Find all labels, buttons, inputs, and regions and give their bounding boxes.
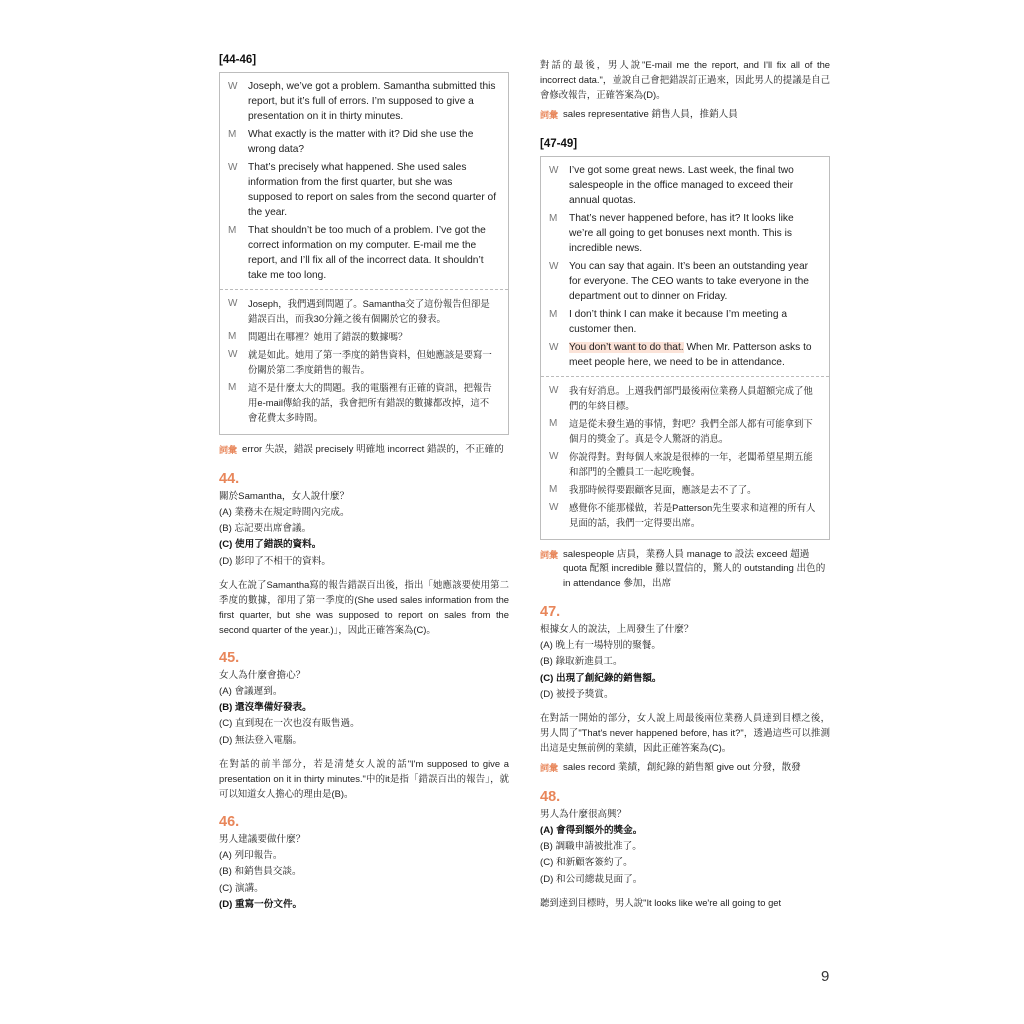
question-text: 關於Samantha，女人說什麼？ [219,490,350,502]
vocab-tag: 詞彙 [219,445,238,455]
dialog-line [549,163,819,208]
dialog-line-zh [228,296,498,326]
question-number: 46. [219,813,240,830]
utterance-zh: 就是如此。她用了第一季度的銷售資料，但她應該是要寫一份關於第二季度銷售的報告。 [248,349,492,375]
utterance-zh: 問題出在哪裡？她用了錯誤的數據嗎？ [248,331,408,342]
dialog-line [549,259,819,304]
speaker-label: W [228,298,238,309]
answer-option: (A) 業務未在規定時間內完成。 [219,506,350,518]
vocab-body: sales representative 銷售人員，推銷人員 [563,109,738,120]
speaker-label: M [228,331,237,342]
question-number: 44. [219,470,240,487]
utterance-rest: When Mr. Patterson asks to meet people here, we need to be in attendance. [569,341,812,368]
right-column [540,53,830,916]
speaker-label: M [228,382,237,393]
answer-option: (B) 忘記要出席會議。 [219,522,312,534]
dialog-line [549,307,819,337]
vocab-note [540,761,830,776]
answer-option: (B) 和銷售員交談。 [219,866,302,878]
dialog-line [549,211,819,256]
vocab-body: salespeople 店員，業務人員 manage to 設法 exceed 超過 quota 配額 incredible 難以置信的，驚人的 outstanding 出色的 in attendance 參加，出席 [563,548,826,589]
utterance-zh: 這不是什麼太大的問題。我的電腦裡有正確的資訊，把報告用e-mail傳給我的話，我會把所有錯誤的數據都改掉，這不會花費太多時間。 [248,382,492,423]
vocab-tag: 詞彙 [540,763,559,774]
question-text: 男人建議要做什麼？ [219,833,306,845]
set-label-44-46: [44-46] [219,54,257,66]
explanation: 在對話一開始的部分，女人說上周最後兩位業務人員達到目標之後，男人問了"That's never happened before, has it?"，透過這些可以推測出這是史無前例的業績，因此正確答案為(C)。 [540,712,830,754]
answer-option-correct: (C) 出現了創紀錄的銷售額。 [540,672,662,684]
utterance-zh: 你說得對。對每個人來說是很棒的一年，老闆希望星期五能和部門的全體員工一起吃晚餐。 [569,450,813,477]
utterance: What exactly is the matter with it? Did she use the wrong data? [248,129,474,155]
answer-option: (D) 和公司總裁見面了。 [540,873,643,885]
dialog-line-zh [228,329,498,344]
speaker-label: M [549,212,558,224]
dialog-line [228,160,498,220]
answer-option-correct: (C) 使用了錯誤的資料。 [219,539,322,551]
dashed-divider [220,289,508,290]
utterance: I’ve got some great news. Last week, the final two salespeople in the office managed to exceed their annual quotas. [569,164,794,206]
dialog-line-zh [549,482,819,497]
speaker-label: W [549,260,559,272]
utterance-zh: 我那時候得要跟顧客見面，應該是去不了了。 [569,483,757,495]
answer-option: (D) 影印了不相干的資料。 [219,555,331,567]
answer-option: (A) 列印報告。 [219,849,283,861]
explanation-q46: 對話的最後，男人說"E-mail me the report, and I'll fix all of the incorrect data."，並說自己會把錯誤訂正過來，因此男人的提議是自己會修改報告，正確答案為(D)。 [540,59,830,100]
answer-option: (D) 無法登入電腦。 [219,734,303,746]
dialog-line-zh [549,500,819,530]
answer-option: (B) 錄取新進員工。 [540,656,623,668]
vocab-note [540,548,830,592]
page-number: 9 [821,968,830,985]
dialog-line [228,127,498,157]
vocab-note [540,108,830,123]
utterance: Joseph, we’ve got a problem. Samantha submitted this report, but it’s full of errors. I’m supposed to give a presentation on it in thirty minutes. [248,81,496,122]
vocab-tag: 詞彙 [540,110,559,120]
speaker-label: W [549,450,559,462]
dialog-line [228,79,498,124]
vocab-tag: 詞彙 [540,549,559,560]
answer-option: (B) 調職申請被批准了。 [540,841,642,853]
speaker-label: M [549,308,558,320]
utterance: That’s never happened before, has it? It looks like we’re all going to get bonuses next month. This is incredible news. [569,212,794,254]
highlighted-phrase: You don’t want to do that. [569,341,684,353]
explanation: 在對話的前半部分，若是清楚女人說的話"I'm supposed to give a presentation on it in thirty minutes."中的it是指「錯誤百出的報告」，就可以知道女人擔心的理由是(B)。 [219,757,509,799]
dialog-box-44-46 [219,72,509,435]
utterance-zh: 我有好消息。上週我們部門最後兩位業務人員超額完成了他們的年終目標。 [569,384,813,411]
dashed-divider [541,376,829,377]
utterance: That’s precisely what happened. She used sales information from the first quarter, but she was supposed to report on sales from the second quarter of the year. [248,162,497,218]
dialog-line [549,340,819,370]
speaker-label: W [228,162,238,173]
explanation: 聽到達到目標時，男人說"It looks like we're all going to get [540,896,782,908]
answer-option: (D) 被授予獎賞。 [540,689,614,701]
vocab-body: sales record 業績，創紀錄的銷售額 give out 分發，散發 [563,762,801,774]
dialog-line-zh [549,416,819,446]
speaker-label: M [228,129,237,140]
question-number: 48. [540,788,561,805]
utterance-zh: 這是從未發生過的事情，對吧？我們全部人都有可能拿到下個月的獎金了。真是令人驚訝的消息。 [569,417,813,444]
dialog-line-zh [228,347,498,377]
speaker-label: W [228,349,238,360]
speaker-label: W [228,81,238,92]
question-number: 47. [540,604,561,620]
answer-option-correct: (B) 還沒準備好發表。 [219,702,312,714]
dialog-line-zh [549,383,819,413]
utterance-zh: Joseph，我們遇到問題了。Samantha交了這份報告但卻是錯誤百出，而我30分鐘之後有個關於它的發表。 [248,298,490,324]
answer-option-correct: (A) 會得到額外的獎金。 [540,824,643,836]
utterance: I don’t think I can make it because I’m meeting a customer then. [569,308,788,335]
utterance-zh: 感覺你不能那樣做，若是Patterson先生要求和這裡的所有人見面的話，我們一定得要出席。 [569,501,816,528]
answer-option-correct: (D) 重寫一份文件。 [219,899,303,911]
left-column [219,53,509,913]
question-text: 女人為什麼會擔心？ [219,669,306,681]
speaker-label: W [549,501,559,513]
speaker-label: W [549,164,559,176]
set-label-47-49: [47-49] [540,137,578,150]
speaker-label: W [549,341,559,353]
question-text: 根據女人的說法，上周發生了什麼？ [540,624,694,635]
dialog-line-zh [549,449,819,479]
answer-option: (A) 晚上有一場特別的聚餐。 [540,640,661,651]
dialog-line [228,223,498,283]
answer-option: (C) 和新顧客簽約了。 [540,857,633,869]
utterance: That shouldn’t be too much of a problem. I’ve got the correct information on my computer. E-mail me the report, and I’ll fix all of the incorrect data. It shouldn’t take me too long. [248,225,486,281]
answer-option: (C) 直到現在一次也沒有販售過。 [219,718,360,730]
vocab-note [219,443,509,458]
speaker-label: W [549,384,559,396]
question-text: 男人為什麼很高興？ [540,808,627,820]
answer-option: (C) 演講。 [219,882,264,894]
speaker-label: M [228,225,237,236]
speaker-label: M [549,417,558,429]
speaker-label: M [549,483,558,495]
utterance: You can say that again. It’s been an outstanding year for everyone. The CEO wants to take everyone in the department out to dinner on Friday. [569,260,809,302]
answer-option: (A) 會議遲到。 [219,685,283,697]
explanation: 女人在說了Samantha寫的報告錯誤百出後，指出「她應該要使用第二季度的數據，卻用了第一季度的(She used sales information from the first quarter, but she was supposed to report on sales from the second quarter of the year.)」，因此正確答案為(C)。 [219,578,509,635]
dialog-box-47-49 [540,156,830,540]
utterance [569,340,819,370]
vocab-body: error 失誤，錯誤 precisely 明確地 incorrect 錯誤的，不正確的 [242,444,504,455]
question-number: 45. [219,649,240,666]
dialog-line-zh [228,380,498,425]
